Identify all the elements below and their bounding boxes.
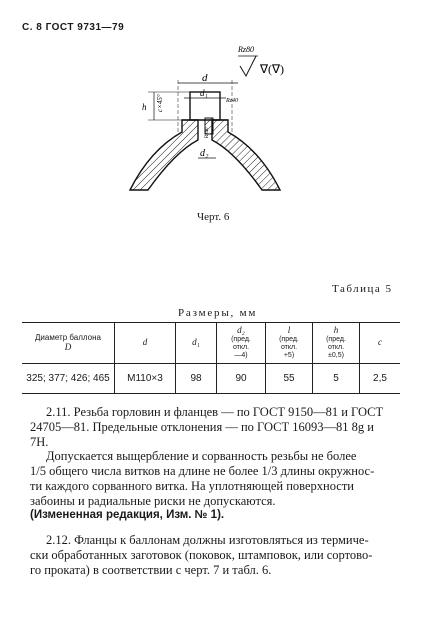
label-h: h <box>142 102 147 112</box>
header-c: c <box>360 323 401 364</box>
section-right <box>212 120 280 190</box>
paragraph-line: го проката) в соответствии с черт. 7 и табл. 6. <box>30 563 272 577</box>
paragraph-line: 1/5 общего числа витков на длине не более 1/3 длины окружнос- <box>30 464 375 478</box>
table-header-row <box>22 323 400 364</box>
paragraph-line: 7H. <box>30 435 49 449</box>
paragraph-line: 2.11. Резьба горловин и фланцев — по ГОСТ 9150—81 и ГОСТ <box>46 405 384 419</box>
table-title: Таблица 5 <box>332 283 393 295</box>
svg-text:∇(∇): ∇(∇) <box>260 62 285 76</box>
table-cell: 5 <box>313 364 360 394</box>
table-cell: 2,5 <box>360 364 401 394</box>
table-cell: M110×3 <box>115 364 176 394</box>
paragraph-line: Допускается выщербление и сорванность резьбы не более <box>46 449 357 463</box>
table-cell: 90 <box>217 364 266 394</box>
header-d: d <box>115 323 176 364</box>
label-rz80: Rz80 <box>238 45 254 54</box>
paragraph-2-11 <box>30 405 400 450</box>
table-row <box>22 364 400 394</box>
section-left <box>130 120 198 190</box>
label-c45: c×45° <box>156 94 164 112</box>
dimensions-table <box>22 322 400 394</box>
header-h: h (пред. откл. ±0,5) <box>313 323 360 364</box>
paragraph-line: ти каждого сорванного витка. На уплотняющей поверхности <box>30 479 354 493</box>
amendment-note: (Измененная редакция, Изм. № 1). <box>30 509 225 521</box>
paragraph-line: 24705—81. Предельные отклонения — по ГОСТ 16093—81 8g и <box>30 420 374 434</box>
table-cell: 98 <box>176 364 217 394</box>
header-l: l (пред. откл. +5) <box>266 323 313 364</box>
label-d: d <box>202 72 208 84</box>
table-cell: 325; 377; 426; 465 <box>22 364 115 394</box>
header-d1: d₁ <box>176 323 217 364</box>
label-d2: d₂ <box>200 148 209 159</box>
header-d2: d₂ (пред. откл. —4) <box>217 323 266 364</box>
table-cell: 55 <box>266 364 313 394</box>
label-rz40-top: Rz40 <box>226 98 238 104</box>
table-subtitle: Размеры, мм <box>178 307 258 319</box>
header-diameter: Диаметр баллона D <box>22 323 115 364</box>
drawing-figure <box>120 40 320 200</box>
paragraph-line: ски обработанных заготовок (поковок, штамповок, или сортово- <box>30 548 373 562</box>
label-rz40-side: Rz40 <box>205 127 210 138</box>
paragraph-line: забоины и радиальные риски не допускаются. <box>30 494 276 508</box>
paragraph-line: 2.12. Фланцы к баллонам должны изготовляться из термиче- <box>46 533 369 547</box>
figure-caption: Черт. 6 <box>197 211 230 223</box>
paragraph-damage <box>30 449 400 509</box>
page-header: С. 8 ГОСТ 9731—79 <box>22 22 125 33</box>
paragraph-2-12 <box>30 533 400 578</box>
label-d1: d₁ <box>200 88 208 98</box>
